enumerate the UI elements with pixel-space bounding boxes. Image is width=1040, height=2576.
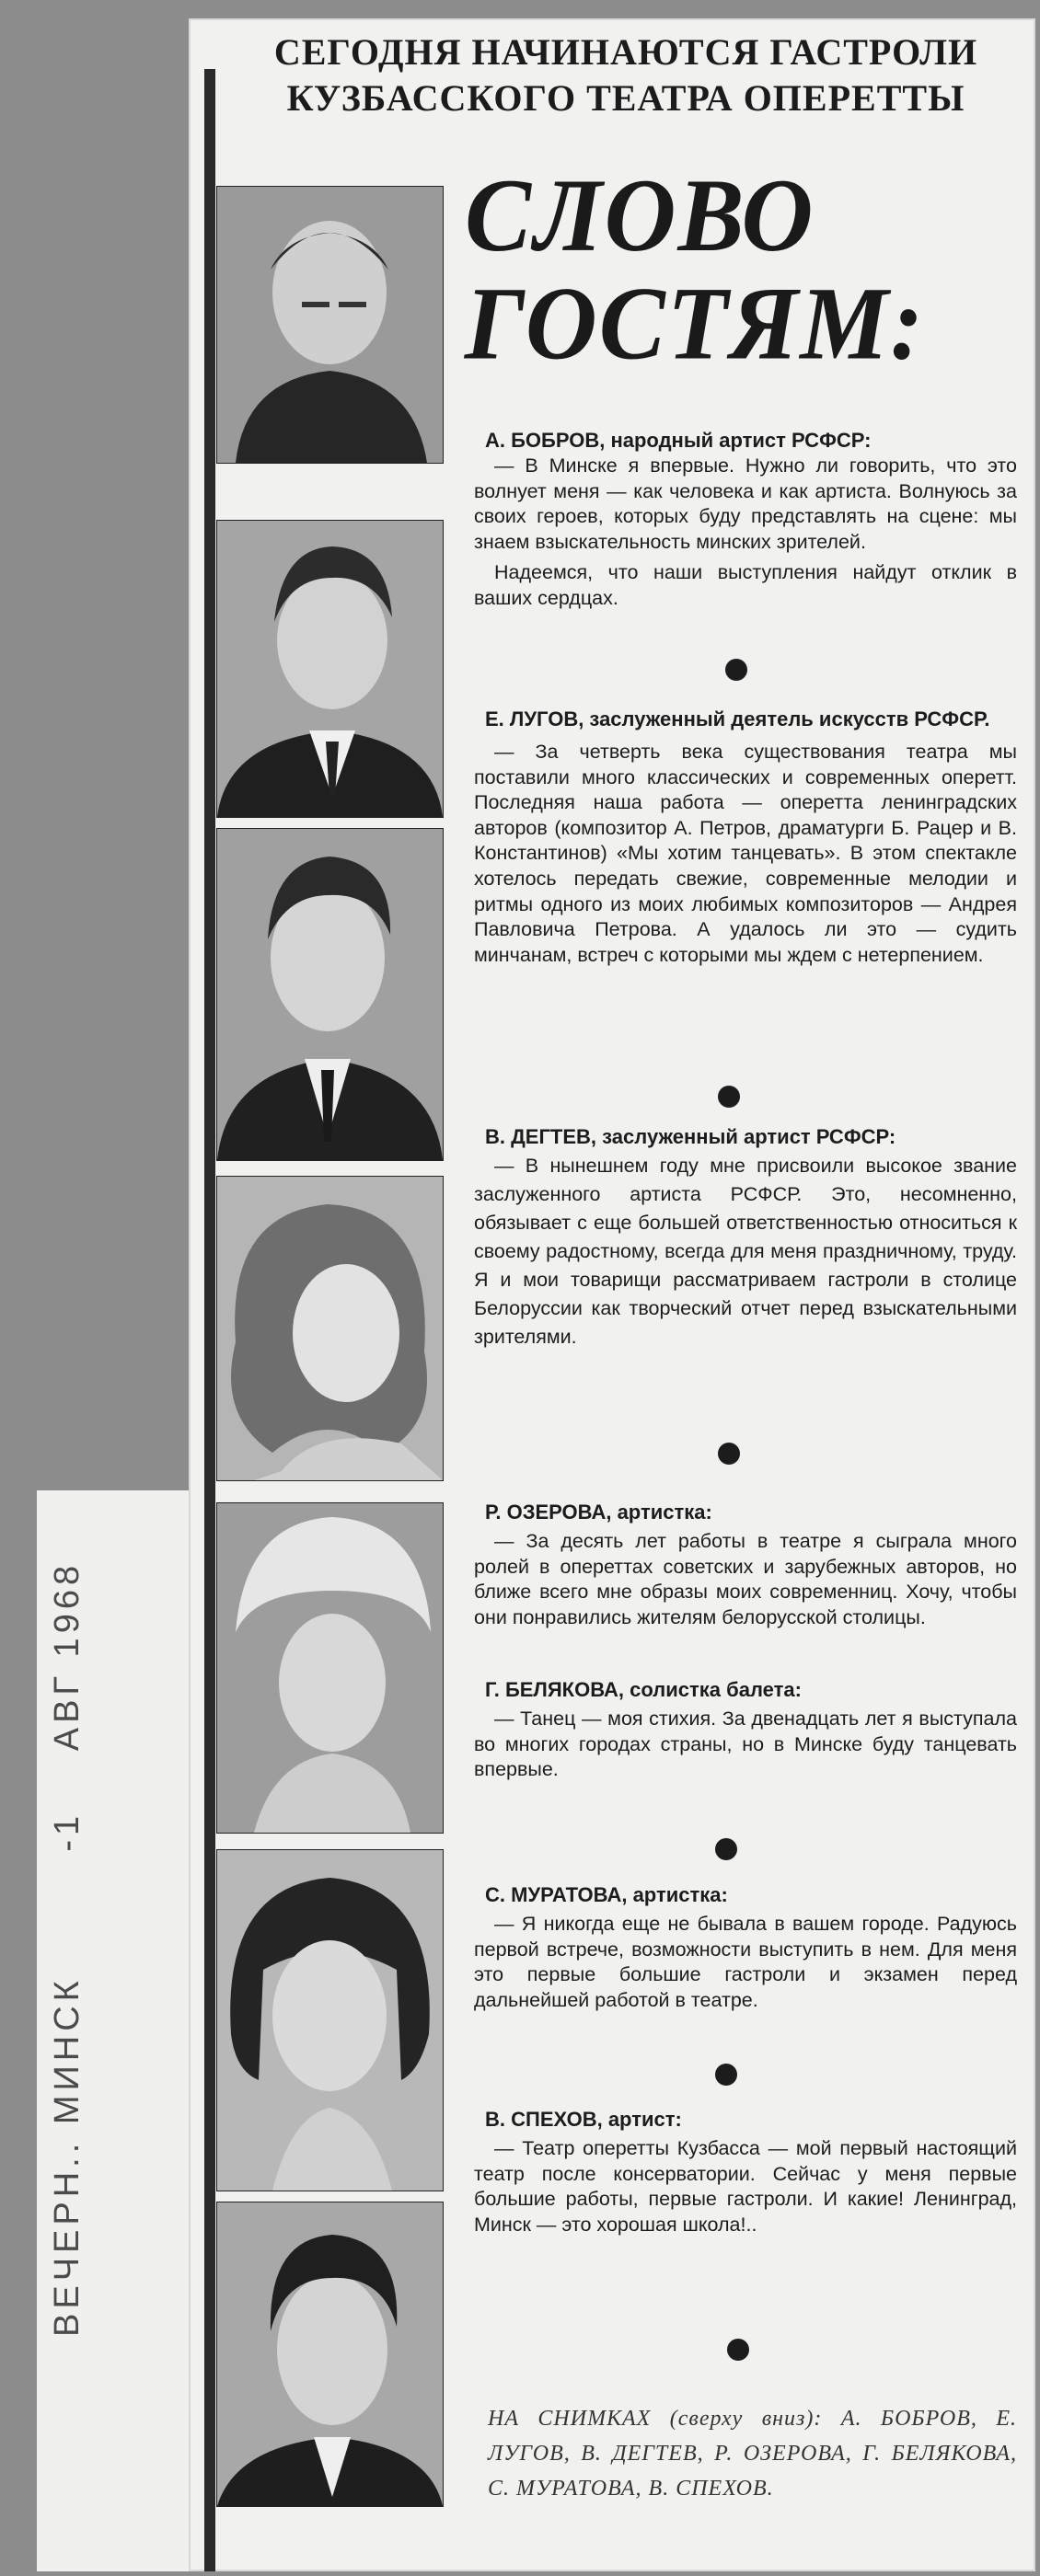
title-line-1: СЛОВО <box>465 158 815 274</box>
vertical-rule <box>204 69 215 2571</box>
separator-dot <box>715 1838 737 1860</box>
portrait-photo <box>216 1176 444 1481</box>
portrait-photo <box>216 1502 444 1834</box>
separator-dot <box>715 2064 737 2086</box>
portrait-photo <box>216 828 444 1161</box>
entry-1 <box>474 428 1017 612</box>
portrait-photo <box>216 1849 444 2191</box>
portrait-photo <box>216 2202 444 2507</box>
entry-2 <box>474 707 1017 968</box>
entry-5 <box>474 1677 1017 1783</box>
entry-7 <box>474 2107 1017 2237</box>
portrait-icon <box>217 187 443 463</box>
title-line-2: ГОСТЯМ: <box>465 266 926 382</box>
portrait-icon <box>217 1177 443 1480</box>
quote-paragraph: Надеемся, что наши выступления найдут отклик в ваших сердцах. <box>474 561 1017 609</box>
speaker-name: Е. ЛУГОВ, заслуженный деятель искусств РСФСР. <box>485 707 990 730</box>
speaker-name: Г. БЕЛЯКОВА, солистка балета: <box>485 1678 802 1701</box>
separator-dot <box>718 1443 740 1465</box>
quote-paragraph: — Я никогда еще не бывала в вашем городе. Радуюсь первой встрече, возможности выступить в нем. Для меня это первые большие гастроли и экзамен перед дальнейшей работой в театре. <box>474 1913 1017 2011</box>
archive-stamp <box>48 1408 112 2337</box>
speaker-name: А. БОБРОВ, народный артист РСФСР: <box>485 429 872 452</box>
stamp-date: АВГ 1968 <box>48 1560 87 1752</box>
portrait-icon <box>217 1850 443 2191</box>
separator-dot <box>725 659 747 681</box>
quote-paragraph: — За десять лет работы в театре я сыграла много ролей в опереттах советских и зарубежных авторов, но ближе всего мне образы моих современниц. Хочу, чтобы они понравились жителям белорусской столицы. <box>474 1530 1017 1628</box>
speaker-name: В. СПЕХОВ, артист: <box>485 2108 682 2131</box>
separator-dot <box>727 2339 749 2361</box>
speaker-name: С. МУРАТОВА, артистка: <box>485 1883 728 1906</box>
stamp-day: -1 <box>48 1811 87 1852</box>
entry-3 <box>474 1124 1017 1351</box>
quote-paragraph: — В нынешнем году мне присвоили высокое звание заслуженного артиста РСФСР. Это, несомненно, обязывает с еще большей ответственностью относиться к своему радостному, всегда для меня праздничному, труду. Я и мои товарищи рассматриваем гастроли в столице Белоруссии как творческий отчет перед взыскательными зрителями. <box>474 1155 1017 1348</box>
speaker-name: Р. ОЗЕРОВА, артистка: <box>485 1501 712 1524</box>
portrait-photo <box>216 520 444 818</box>
quote-paragraph: — В Минске я впервые. Нужно ли говорить, что это волнует меня — как человека и как артиста. Волнуюсь за своих героев, которых буду представлять на сцене: мы знаем взыскательность минских зрителей. <box>474 454 1017 553</box>
quote-paragraph: — Танец — моя стихия. За двенадцать лет я выступала во многих городах страны, но в Минске буду танцевать впервые. <box>474 1708 1017 1781</box>
portrait-icon <box>217 521 443 817</box>
headline-line-2: КУЗБАССКОГО ТЕАТРА ОПЕРЕТТЫ <box>286 77 965 119</box>
headline <box>230 29 1022 121</box>
photo-caption: НА СНИМКАХ (сверху вниз): А. БОБРОВ, Е. ЛУГОВ, В. ДЕГТЕВ, Р. ОЗЕРОВА, Г. БЕЛЯКОВА, С. МУРАТОВА, В. СПЕХОВ. <box>488 2407 1017 2501</box>
portrait-photo <box>216 186 444 464</box>
separator-dot <box>718 1086 740 1108</box>
portrait-icon <box>217 1503 443 1833</box>
entry-4 <box>474 1500 1017 1630</box>
entry-6 <box>474 1882 1017 2013</box>
quote-paragraph: — За четверть века существования театра мы поставили много классических и современных оперетт. Последняя наша работа — оперетта ленинградских авторов (композитор А. Петров, драматурги Б. Рацер и В. Константинов) «Мы хотим танцевать». В этом спектакле хотелось передать свежие, современные мелодии и ритмы одного из моих любимых композиторов — Андрея Павловича Петрова. А удалось ли это — судить минчанам, встреч с которыми мы ждем с нетерпением. <box>474 741 1017 966</box>
headline-line-1: СЕГОДНЯ НАЧИНАЮТСЯ ГАСТРОЛИ <box>273 31 978 73</box>
portrait-icon <box>217 2202 443 2506</box>
speaker-name: В. ДЕГТЕВ, заслуженный артист РСФСР: <box>485 1125 896 1148</box>
quote-paragraph: — Театр оперетты Кузбасса — мой первый настоящий театр после консерватории. Сейчас у меня первые большие работы, первые гастроли. И какие! Ленинград, Минск — это хорошая школа!.. <box>474 2137 1017 2236</box>
stamp-newspaper: ВЕЧЕРН.. МИНСК <box>48 1976 87 2337</box>
portrait-icon <box>217 829 443 1160</box>
page-title <box>465 158 1017 382</box>
